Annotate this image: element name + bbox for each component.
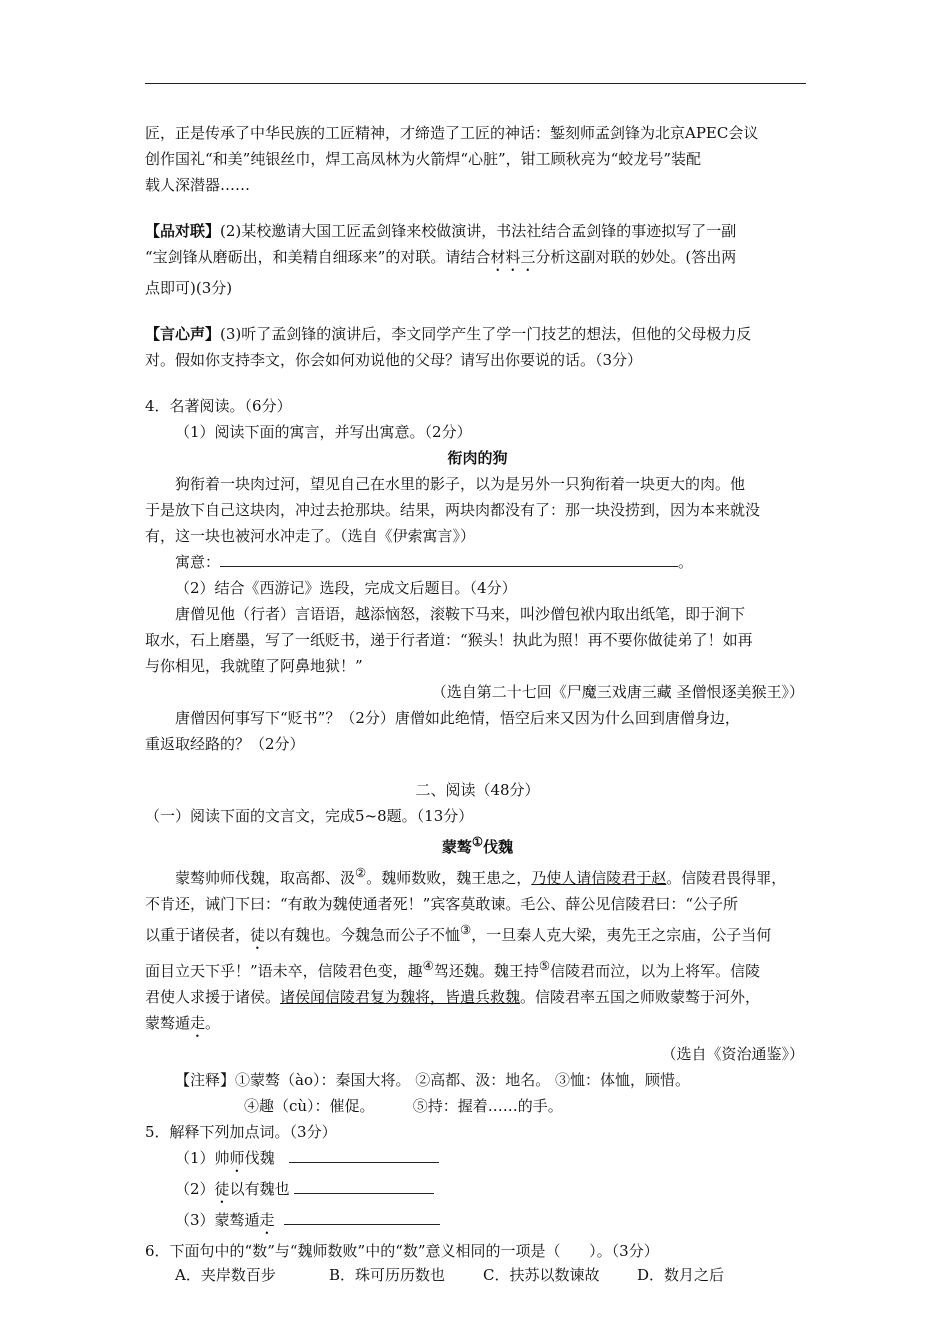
excerpt-source: （选自第二十七回《尸魔三戏唐三藏 圣僧恨逐美猴王》） — [431, 683, 804, 701]
classical-source: （选自《资治通鉴》） — [661, 1045, 804, 1063]
excerpt-line: 取水，石上磨墨，写了一纸贬书，递于行者道：“猴头！执此为照！再不要你做徒弟了！如再 — [145, 631, 753, 649]
section-part-heading: （一）阅读下面的文言文，完成5~8题。（13分） — [145, 807, 474, 825]
question-tag: 【言心声】 — [145, 325, 221, 343]
question-3-3-line: 对。假如你支持李文，你会如何劝说他的父母？请写出你要说的话。（3分） — [145, 351, 643, 369]
excerpt-line: 与你相见，我就堕了阿鼻地狱！” — [145, 657, 363, 675]
emphasis-text: 师 — [229, 1149, 245, 1167]
passage-line: 创作国礼“和美”纯银丝巾，焊工高凤林为火箭焊“心脏”，钳工顾秋亮为“蛟龙号”装配 — [145, 150, 702, 168]
option-c[interactable]: C．扶苏以数谏故 — [483, 1266, 600, 1284]
question-4-1: （1）阅读下面的寓言，并写出寓意。（2分） — [175, 423, 472, 441]
option-b[interactable]: B．珠可历历数也 — [329, 1266, 446, 1284]
option-list — [145, 1264, 810, 1285]
annotation-line: ④趣（cù）：催促。 ⑤持：握着……的手。 — [244, 1097, 563, 1115]
classical-line: 君使人求援于诸侯。诸侯闻信陵君复为魏将，皆遣兵救魏。信陵君率五国之师败蒙骜于河外， — [145, 988, 761, 1006]
excerpt-question: 重返取经路的？（2分） — [145, 735, 305, 753]
underlined-sentence: 乃使人请信陵君于赵 — [531, 869, 667, 887]
classical-line: 不肯还，诫门下曰：“有敢为魏使通者死！”宾客莫敢谏。毛公、薛公见信陵君曰：“公子所 — [145, 895, 739, 913]
question-4-heading: 4．名著阅读。（6分） — [145, 397, 292, 415]
question-5-heading: 5．解释下列加点词。（3分） — [145, 1123, 337, 1141]
exam-page — [145, 120, 810, 1285]
excerpt-question: 唐僧因何事写下“贬书”？（2分）唐僧如此绝情，悟空后来又因为什么回到唐僧身边， — [175, 709, 740, 727]
question-3-2-line: 点即可)(3分) — [145, 279, 233, 297]
classical-line: 面目立天下乎！”语未卒，信陵君色变，趣④驾还魏。魏王持⑤信陵君而泣，以为上将军。信陵 — [145, 958, 761, 980]
emphasis-text: 徒 — [214, 1180, 230, 1198]
emphasis-text: 走 — [190, 1014, 206, 1032]
answer-blank[interactable] — [289, 1146, 439, 1163]
question-tag: 【品对联】 — [145, 222, 221, 240]
question-6-heading: 6．下面句中的“数”与“魏师数败”中的“数”意义相同的一项是（ ）。（3分） — [145, 1242, 659, 1260]
passage-line: 匠，正是传承了中华民族的工匠精神，才缔造了工匠的神话：錾刻师孟剑锋为北京APEC会议 — [145, 124, 759, 142]
underlined-sentence: 诸侯闻信陵君复为魏将，皆遣兵救魏 — [280, 988, 521, 1006]
classical-line: 蒙骜帅师伐魏，取高都、汲②。魏师数败，魏王患之，乃使人请信陵君于赵。信陵君畏得罪， — [175, 865, 787, 887]
annotation-line: 【注释】①蒙骜（ào）：秦国大将。 ②高都、汲：地名。 ③恤：体恤，顾惜。 — [175, 1071, 691, 1089]
option-a[interactable]: A．夹岸数百步 — [175, 1266, 276, 1284]
moral-answer-blank[interactable] — [220, 550, 678, 567]
fable-line: 狗衔着一块肉过河，望见自己在水里的影子，以为是另外一只狗衔着一块更大的肉。他 — [175, 475, 746, 493]
question-5-item: （3）蒙骜遁走 — [145, 1207, 810, 1238]
fable-title: 衔肉的狗 — [447, 449, 508, 467]
answer-blank[interactable] — [284, 1208, 440, 1225]
section-heading: 二、阅读（48分） — [415, 781, 540, 799]
question-5-item: （1）帅师伐魏 — [145, 1145, 810, 1176]
emphasis-text: 走 — [259, 1211, 275, 1229]
excerpt-line: 唐僧见他（行者）言语语，越添恼怒，滚鞍下马来，叫沙僧包袱内取出纸笔，即于涧下 — [175, 605, 746, 623]
question-3-3: 【言心声】(3)听了孟剑锋的演讲后，李文同学产生了学一门技艺的想法，但他的父母极力反 — [145, 325, 752, 343]
fable-line: 于是放下自己这块肉，冲过去抢那块。结果，两块肉都没有了：那一块没捞到，因为本来就没 — [145, 501, 761, 519]
answer-blank[interactable] — [294, 1177, 434, 1194]
question-4-2: （2）结合《西游记》选段，完成文后题目。（4分） — [175, 579, 517, 597]
fable-line: 有，这一块也被河水冲走了。（选自《伊索寓言》） — [145, 527, 476, 545]
classical-line: 蒙骜遁走。 — [145, 1014, 221, 1032]
moral-answer-line: 寓意： 。 — [145, 549, 810, 575]
question-3-2-line: “宝剑锋从磨砺出，和美精自细琢来”的对联。请结合材料三分析这副对联的妙处。(答出两 — [145, 248, 737, 266]
header-rule — [145, 83, 806, 84]
classical-line: 以重于诸侯者，徒以有魏也。今魏急而公子不恤③，一旦秦人克大梁，夷先王之宗庙，公子当何 — [145, 922, 772, 944]
passage-line: 载人深潜器…… — [145, 176, 251, 194]
question-3-2: 【品对联】(2)某校邀请大国工匠孟剑锋来校做演讲，书法社结合孟剑锋的事迹拟写了一副 — [145, 222, 737, 240]
question-5-item: （2）徒以有魏也 — [145, 1176, 810, 1207]
option-d[interactable]: D．数月之后 — [637, 1266, 725, 1284]
classical-title: 蒙骜①伐魏 — [441, 834, 514, 856]
emphasis-text: 徒 — [250, 926, 266, 944]
emphasis-text: 材料三 — [490, 248, 536, 266]
